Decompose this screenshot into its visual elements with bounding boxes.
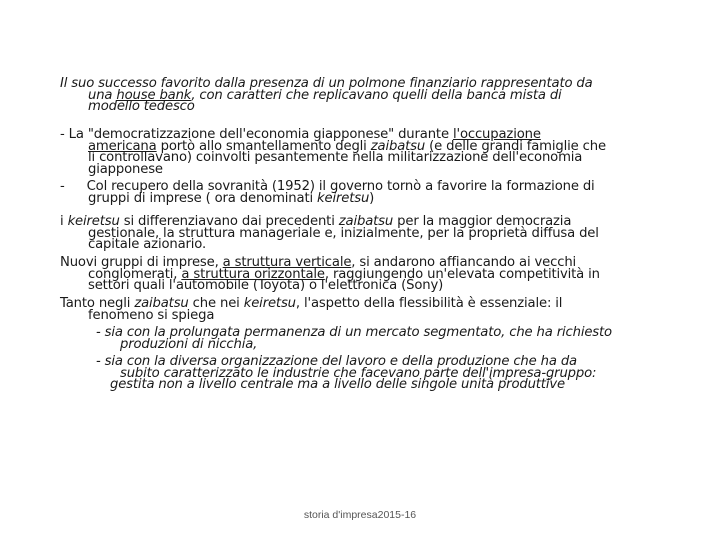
text-line: - sia con la diversa organizzazione del lavoro e della produzione che ha da bbox=[96, 354, 577, 369]
paragraph-democratizzazione bbox=[60, 129, 660, 175]
text-fragment: che nei bbox=[188, 296, 244, 311]
text-fragment: , raggiungendo un'elevata competitività in bbox=[324, 266, 600, 282]
text-fragment: i bbox=[60, 214, 68, 229]
underlined-term: a struttura orizzontale bbox=[181, 266, 325, 282]
paragraph-house-bank bbox=[60, 78, 660, 113]
italic-term: keiretsu bbox=[243, 296, 296, 311]
text-fragment: Nuovi gruppi di imprese, bbox=[60, 255, 223, 270]
text-fragment: conglomerati, bbox=[88, 266, 182, 282]
paragraph-nuovi-gruppi bbox=[60, 257, 660, 292]
text-fragment: - La "democratizzazione dell'economia giapponese" durante bbox=[60, 127, 453, 142]
text-fragment: una bbox=[88, 87, 117, 103]
slide-footer: storia d'impresa2015-16 bbox=[303, 509, 417, 521]
italic-term: zaibatsu bbox=[134, 296, 189, 311]
italic-term: keiretsu bbox=[67, 214, 120, 229]
text-line: produzioni di nicchia, bbox=[120, 336, 258, 352]
text-fragment: , con caratteri che replicavano quelli della banca mista di bbox=[191, 87, 562, 103]
text-fragment: (e delle grandi famiglie che bbox=[425, 138, 606, 154]
text-line: gestionale, la struttura manageriale e, inizialmente, per la proprietà diffusa del bbox=[88, 225, 599, 241]
text-line: fenomeno si spiega bbox=[88, 307, 215, 323]
text-fragment: , si andarono affiancando ai vecchi bbox=[351, 255, 577, 270]
text-line: modello tedesco bbox=[88, 99, 195, 114]
underlined-term: l'occupazione bbox=[452, 127, 541, 142]
text-line: - sia con la prolungata permanenza di un mercato segmentato, che ha richiesto bbox=[96, 325, 612, 340]
paragraph-mercato-segmentato bbox=[60, 327, 660, 350]
underlined-term: house bank bbox=[116, 87, 192, 103]
text-line: subito caratterizzato le industrie che facevano parte dell'impresa-gruppo: bbox=[120, 365, 597, 381]
text-line: giapponese bbox=[88, 161, 163, 177]
text-line: li controllavano) coinvolti pesantemente nella militarizzazione dell'economia bbox=[88, 150, 583, 165]
text-line: settori quali l'automobile (Toyota) o l'elettronica (Sony) bbox=[88, 278, 444, 293]
italic-term: zaibatsu bbox=[370, 138, 426, 154]
underlined-term: a struttura verticale bbox=[222, 255, 352, 270]
text-fragment: ) bbox=[369, 190, 375, 206]
paragraph-flessibilita bbox=[60, 298, 660, 321]
italic-term: zaibatsu bbox=[338, 214, 394, 229]
text-line: capitale azionario. bbox=[88, 237, 207, 252]
paragraph-keiretsu bbox=[60, 216, 660, 251]
text-fragment: per la maggior democrazia bbox=[393, 214, 572, 229]
text-fragment: , l'aspetto della flessibilità è essenziale: il bbox=[295, 296, 563, 311]
text-line: Il suo successo favorito dalla presenza di un polmone finanziario rappresentato da bbox=[60, 76, 593, 91]
text-fragment: Tanto negli bbox=[60, 296, 135, 311]
underlined-term: americana bbox=[88, 138, 157, 154]
paragraph-sovranita bbox=[60, 181, 660, 204]
text-fragment: portò allo smantellamento degli bbox=[156, 138, 371, 154]
text-line: gestita non a livello centrale ma a livello delle singole unità produttive bbox=[110, 377, 565, 392]
text-line: Col recupero della sovranità (1952) il governo tornò a favorire la formazione di bbox=[86, 179, 595, 194]
paragraph-organizzazione-lavoro bbox=[60, 356, 660, 391]
bullet-dash: - bbox=[60, 179, 65, 194]
text-fragment: gruppi di imprese ( ora denominati bbox=[88, 190, 318, 206]
text-fragment: si differenziavano dai precedenti bbox=[119, 214, 339, 229]
italic-term: keiretsu bbox=[317, 190, 370, 206]
